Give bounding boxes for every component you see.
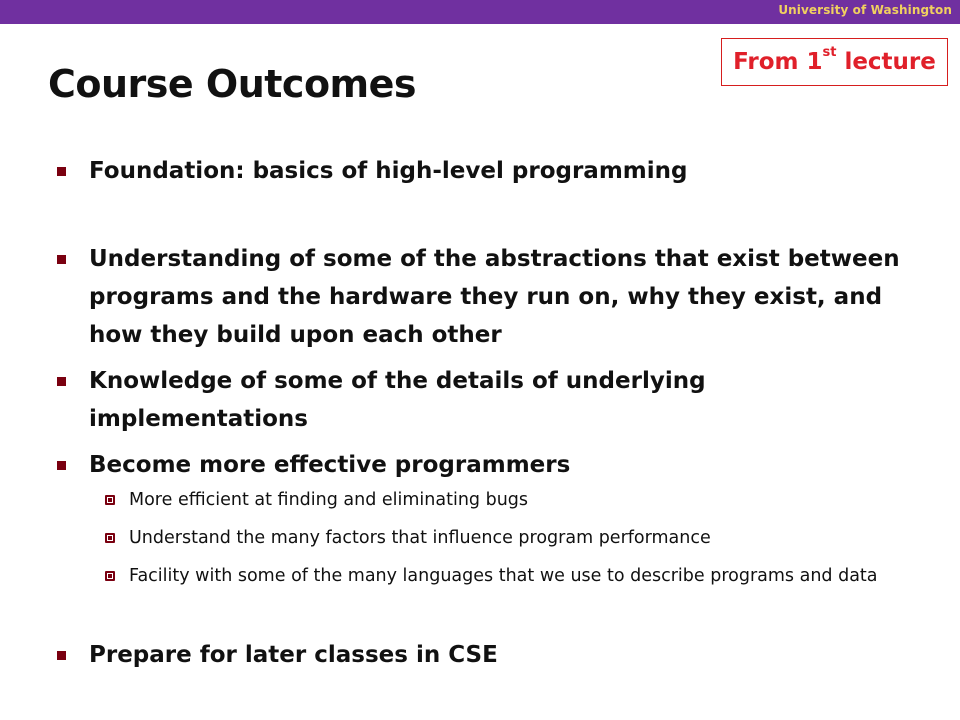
callout-text: From 1 (733, 49, 823, 75)
bullet-effective-programmers: Become more effective programmers (89, 452, 571, 478)
callout-superscript: st (822, 44, 837, 60)
bullet-marker (57, 167, 66, 176)
sub-bullet-bugs: More efficient at finding and eliminating bugs (129, 490, 529, 510)
bullet-later-classes: Prepare for later classes in CSE (89, 642, 498, 668)
callout-text-end: lecture (836, 49, 936, 75)
from-first-lecture-callout (721, 38, 948, 86)
institution-label: University of Washington (778, 3, 952, 17)
sub-bullet-marker (105, 533, 115, 543)
sub-bullet-languages: Facility with some of the many languages that we use to describe programs and data (129, 566, 878, 586)
slide-title: Course Outcomes (48, 62, 417, 106)
bullet-abstractions: Understanding of some of the abstractions that exist between programs and the hardware they run on, why they exist, and how they build upon each other (89, 246, 900, 348)
bullet-marker (57, 255, 66, 264)
bullet-marker (57, 377, 66, 386)
bullet-marker (57, 651, 66, 660)
sub-bullet-marker (105, 571, 115, 581)
sub-bullet-performance: Understand the many factors that influence program performance (129, 528, 711, 548)
bullet-foundation: Foundation: basics of high-level programming (89, 158, 688, 184)
header-bar (0, 0, 960, 24)
bullet-marker (57, 461, 66, 470)
bullet-implementations: Knowledge of some of the details of underlying implementations (89, 368, 706, 432)
sub-bullet-marker (105, 495, 115, 505)
